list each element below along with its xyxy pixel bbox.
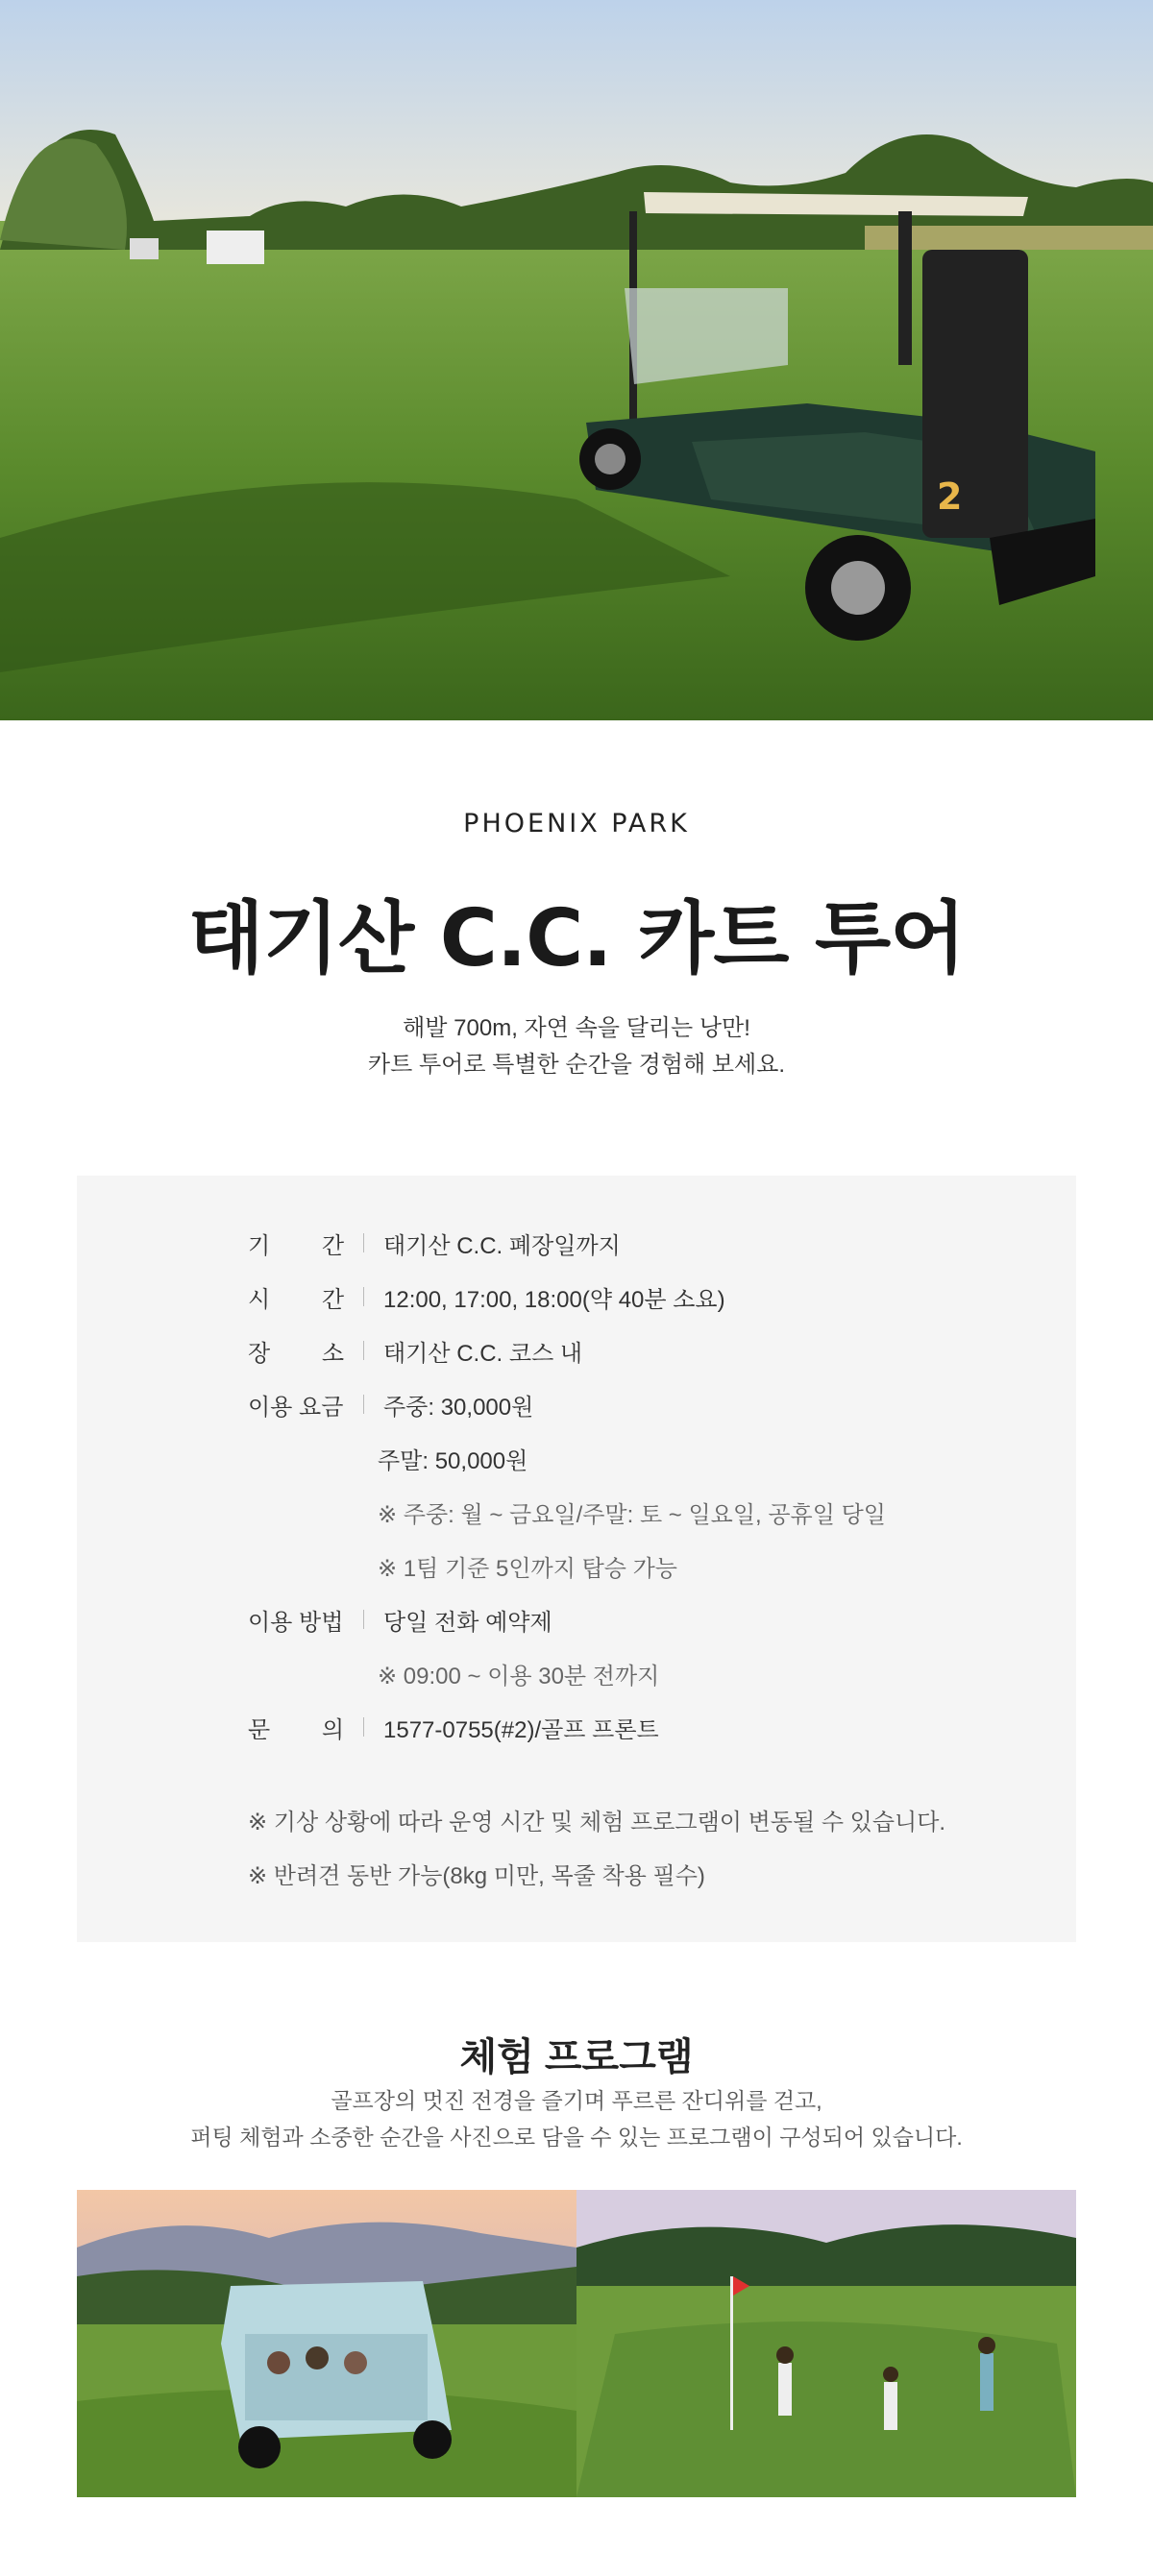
footnote: ※ 반려견 동반 가능(8kg 미만, 목줄 착용 필수) <box>248 1862 705 1889</box>
hero-image <box>0 0 1153 720</box>
info-label: 시 간 <box>248 1286 344 1313</box>
info-row-fee <box>248 1387 533 1422</box>
svg-text:2: 2 <box>937 475 963 518</box>
info-box <box>77 1176 1076 1942</box>
info-value: 태기산 C.C. 코스 내 <box>383 1340 583 1367</box>
info-value: 주중: 30,000원 <box>383 1394 534 1421</box>
info-label: 이용 요금 <box>248 1394 344 1421</box>
program-desc-line: 퍼팅 체험과 소중한 순간을 사진으로 담을 수 있는 프로그램이 구성되어 있습니다. <box>190 2125 963 2150</box>
program-desc-line: 골프장의 멋진 전경을 즐기며 푸르른 잔디위를 걷고, <box>331 2088 822 2113</box>
kids-putting-photo <box>576 2190 1076 2497</box>
divider <box>363 1717 364 1737</box>
info-label: 문 의 <box>248 1716 344 1743</box>
family-in-cart-photo <box>77 2190 576 2497</box>
golf-cart-photo <box>0 0 1153 720</box>
info-row-time <box>248 1279 725 1314</box>
program-photos <box>77 2190 1076 2497</box>
page-title: 태기산 C.C. 카트 투어 <box>187 893 966 984</box>
program-title: 체험 프로그램 <box>459 2036 694 2078</box>
subtitle-line: 카트 투어로 특별한 순간을 경험해 보세요. <box>367 1052 786 1078</box>
info-label: 기 간 <box>248 1232 344 1259</box>
info-value: 주말: 50,000원 <box>378 1447 528 1474</box>
program-description <box>0 2082 1153 2155</box>
divider <box>363 1341 364 1360</box>
info-note: ※ 09:00 ~ 이용 30분 전까지 <box>378 1663 660 1689</box>
info-label: 이용 방법 <box>248 1609 344 1636</box>
page-subtitle <box>0 1010 1153 1083</box>
info-note: ※ 주중: 월 ~ 금요일/주말: 토 ~ 일요일, 공휴일 당일 <box>378 1501 886 1528</box>
info-row-method <box>248 1602 552 1637</box>
info-row-contact <box>248 1710 659 1744</box>
info-row-fee-note <box>378 1548 677 1583</box>
info-value: 태기산 C.C. 폐장일까지 <box>383 1232 621 1259</box>
info-value: 1577-0755(#2)/골프 프론트 <box>383 1716 659 1743</box>
divider <box>363 1287 364 1306</box>
footnote: ※ 기상 상황에 따라 운영 시간 및 체험 프로그램이 변동될 수 있습니다. <box>248 1809 946 1835</box>
info-row-method-note <box>378 1656 659 1690</box>
info-note: ※ 1팀 기준 5인까지 탑승 가능 <box>378 1555 677 1582</box>
info-row-period <box>248 1226 621 1260</box>
info-row-fee-note <box>378 1495 886 1529</box>
info-label: 장 소 <box>248 1340 344 1367</box>
info-value: 당일 전화 예약제 <box>383 1609 552 1636</box>
divider <box>363 1233 364 1252</box>
info-row-fee-weekend <box>378 1441 527 1475</box>
brand-name: PHOENIX PARK <box>463 809 690 838</box>
divider <box>363 1610 364 1629</box>
info-row-place <box>248 1333 582 1368</box>
subtitle-line: 해발 700m, 자연 속을 달리는 낭만! <box>403 1015 750 1041</box>
divider <box>363 1395 364 1414</box>
info-value: 12:00, 17:00, 18:00(약 40분 소요) <box>383 1286 725 1313</box>
